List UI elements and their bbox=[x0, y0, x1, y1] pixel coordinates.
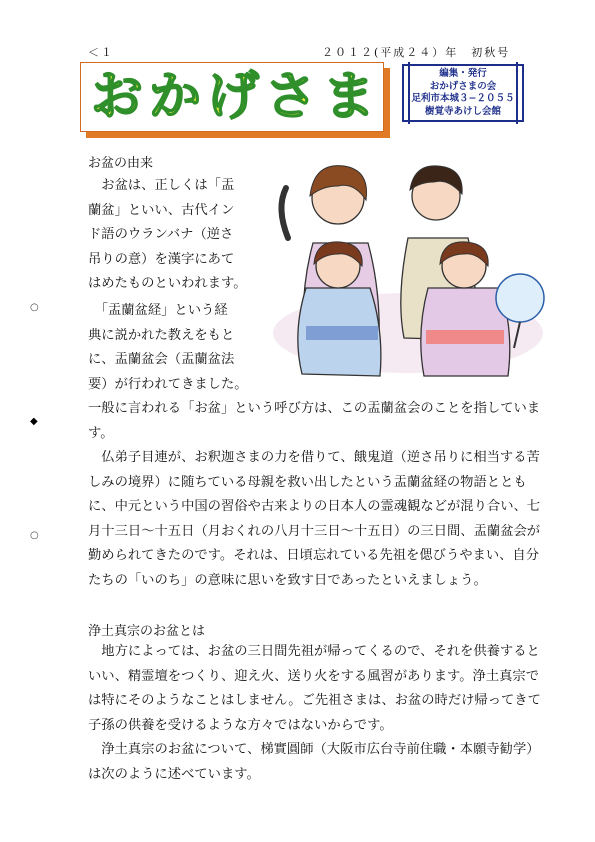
paragraph: 浄土真宗のお盆について、梯實圓師（大阪市広台寺前住職・本願寺勧学）は次のように述べています。 bbox=[88, 742, 540, 782]
paragraph-line: お盆は、正しくは「盂 bbox=[88, 178, 235, 193]
publisher-line: 足利市本城３−２０５５ bbox=[411, 93, 515, 104]
page-number: ＜１ bbox=[88, 46, 114, 59]
publisher-line: 編集・発行 bbox=[439, 68, 487, 79]
paragraph: 一般に言われる「お盆」という呼び方は、この盂蘭盆会のことを指しています。 bbox=[88, 401, 541, 441]
people-dancing-illustration bbox=[258, 148, 548, 380]
hole-circle-icon: ○ bbox=[30, 530, 39, 541]
paragraph bbox=[88, 299, 258, 397]
paragraph-line: 要）が行われてきました。 bbox=[88, 376, 248, 392]
publisher-line: おかげさまの会 bbox=[429, 80, 497, 92]
paragraph: 地方によっては、お盆の三日間先祖が帰ってくるので、それを供養するといい、精霊壇をつくり、迎え火、送り火をする風習があります。浄土真宗では特にそのようなことはしません。ご先祖さまは、お盆の時だけ帰ってきて子孫の供養を受けるような方々ではないからです。 bbox=[88, 644, 541, 733]
paragraph-line: 「盂蘭盆経」という経 bbox=[88, 303, 228, 318]
publisher-box bbox=[402, 64, 524, 122]
masthead-title-box bbox=[80, 62, 384, 132]
section-heading: 浄土真宗のお盆とは bbox=[88, 624, 206, 639]
masthead-title: おかげさま bbox=[91, 67, 382, 127]
issue-date: ２０１２(平成２４）年 初秋号 bbox=[322, 46, 511, 59]
paragraph-line: ド語のウランバナ（逆さ bbox=[88, 227, 234, 242]
diamond-marker-icon: ◆ bbox=[30, 416, 38, 427]
paragraph-line: 典に説かれた教えをもと bbox=[88, 327, 235, 343]
publisher-line: 樹覚寺あけし会館 bbox=[424, 105, 501, 117]
paragraph-line: 吊りの意）を漢字にあて bbox=[88, 251, 235, 267]
paragraph-line: に、盂蘭盆会（盂蘭盆法 bbox=[88, 352, 235, 367]
paragraph-line: はめたものといわれます。 bbox=[88, 276, 247, 291]
paragraph-line: 蘭盆」といい、古代イン bbox=[88, 202, 235, 218]
hole-circle-icon: ○ bbox=[30, 302, 39, 313]
section-heading: お盆の由来 bbox=[88, 156, 154, 171]
paragraph bbox=[88, 174, 258, 297]
paragraph: 仏弟子目連が、お釈迦さまの力を借りて、餓鬼道（逆さ吊りに相当する苦しみの境界）に随ちている母親を救い出したという盂蘭盆経の物語とともに、中元という中国の習俗や古来よりの日本人の霊魂観などが混り合い、七月十三日〜十五日（月おくれの八月十三日〜十五日）の三日間、盂蘭盆会が勤められてきたのです。それは、日頃忘れている先祖を偲びうやまい、自分たちの「いのち」の意味に思いを致す日であったといえましょう。 bbox=[88, 450, 541, 588]
